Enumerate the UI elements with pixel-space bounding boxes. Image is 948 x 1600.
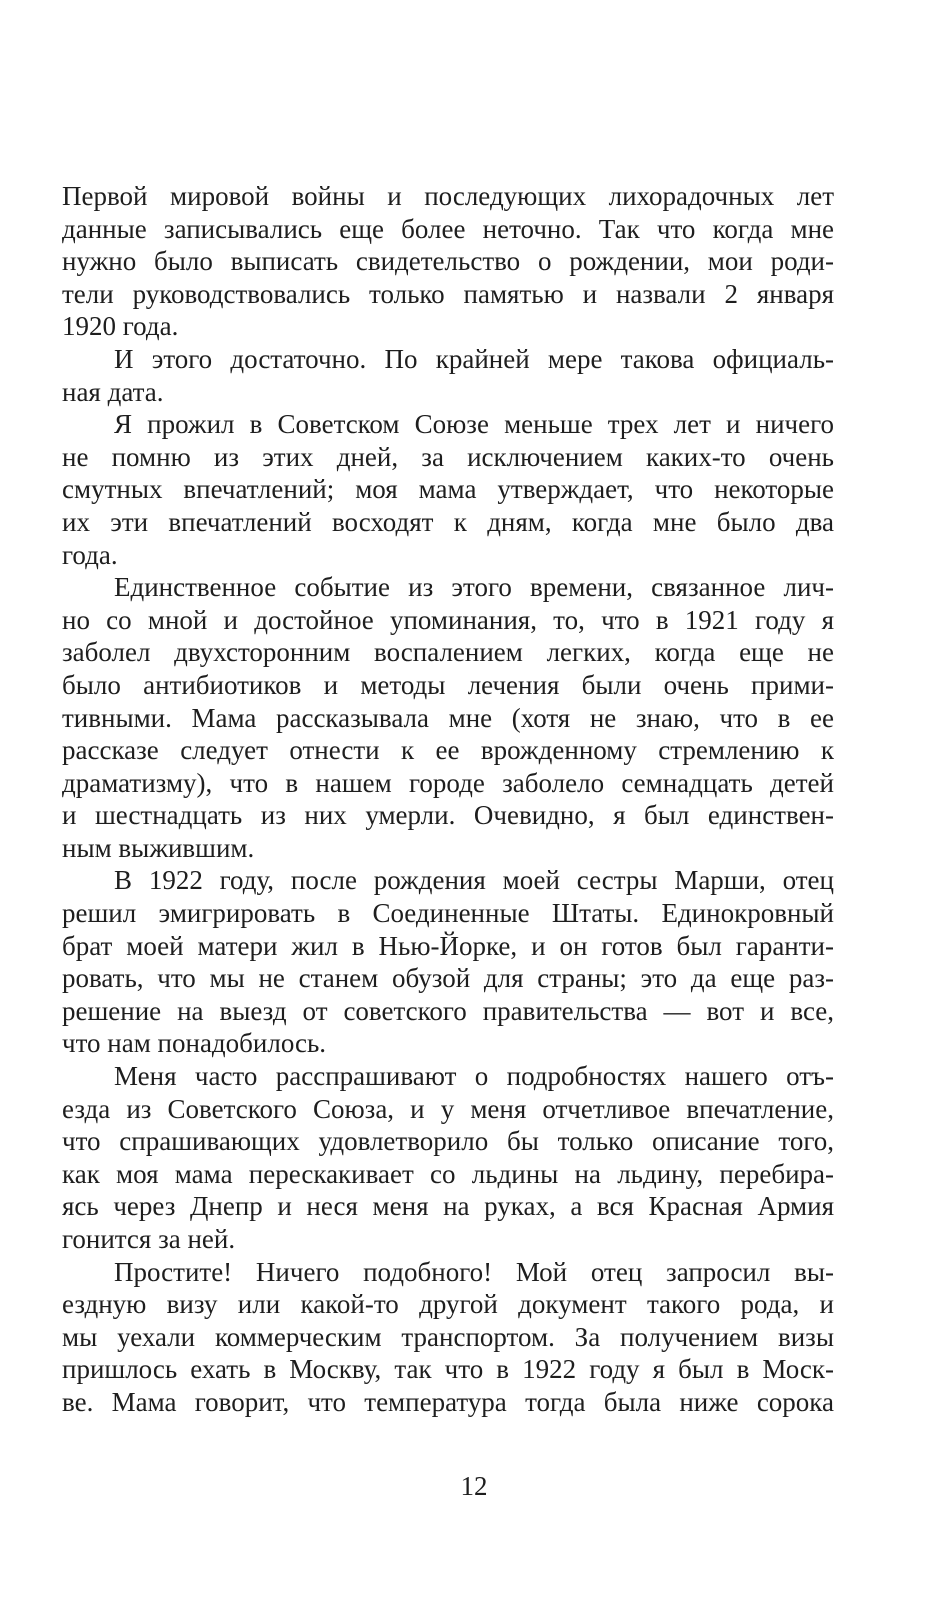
text-line: Я прожил в Советском Союзе меньше трех лет и ничего [114, 409, 834, 440]
paragraph [62, 180, 834, 343]
text-line: тели руководствовались только памятью и назвали 2 января [62, 278, 834, 309]
paragraph [62, 343, 834, 408]
text-line: брат моей матери жил в Нью-Йорке, и он готов был гаранти- [62, 930, 834, 961]
body-text [62, 180, 834, 1419]
text-line: И этого достаточно. По крайней мере такова официаль- [114, 343, 834, 374]
text-line: Меня часто расспрашивают о подробностях нашего отъ- [114, 1061, 834, 1092]
text-line: и шестнадцать из них умерли. Очевидно, я был единствен- [62, 800, 834, 831]
paragraph [62, 1060, 834, 1256]
text-line: гонится за ней. [62, 1224, 236, 1254]
text-line: тивными. Мама рассказывала мне (хотя не знаю, что в ее [62, 702, 834, 733]
text-line: В 1922 году, после рождения моей сестры Марши, отец [114, 865, 834, 896]
text-line: рассказе следует отнести к ее врожденному стремлению к [62, 735, 834, 766]
text-line: решил эмигрировать в Соединенные Штаты. Единокровный [62, 898, 834, 929]
text-line: заболел двухсторонним воспалением легких, когда еще не [62, 637, 834, 668]
paragraph [62, 1256, 834, 1419]
text-line: Простите! Ничего подобного! Мой отец запросил вы- [114, 1256, 834, 1287]
text-line: года. [62, 539, 118, 570]
page-number: 12 [460, 1471, 488, 1501]
text-line: мы уехали коммерческим транспортом. За получением визы [62, 1321, 834, 1352]
text-line: ным выжившим. [62, 832, 255, 863]
text-line: данные записывались еще более неточно. Так что когда мне [62, 213, 834, 244]
text-line: ве. Мама говорит, что температура тогда была ниже сорока [62, 1386, 834, 1417]
text-line: ровать, что мы не станем обузой для страны; это да еще раз- [62, 963, 834, 994]
text-line: Первой мировой войны и последующих лихорадочных лет [62, 181, 834, 211]
text-line: как моя мама перескакивает со льдины на льдину, перебира- [62, 1158, 834, 1189]
paragraph [62, 408, 834, 571]
text-line: решение на выезд от советского правительства — вот и все, [62, 995, 834, 1026]
paragraph [62, 864, 834, 1060]
text-line: драматизму), что в нашем городе заболело семнадцать детей [62, 767, 834, 798]
paragraph [62, 571, 834, 864]
text-line: было антибиотиков и методы лечения были очень прими- [62, 669, 834, 700]
text-line: но со мной и достойное упоминания, то, что в 1921 году я [62, 604, 834, 635]
text-line: не помню из этих дней, за исключением каких-то очень [62, 441, 834, 472]
text-line: ясь через Днепр и неся меня на руках, а вся Красная Армия [62, 1191, 834, 1222]
text-line: их эти впечатлений восходят к дням, когда мне было два [62, 506, 834, 537]
text-line: нужно было выписать свидетельство о рождении, мои роди- [62, 246, 834, 277]
text-line: пришлось ехать в Москву, так что в 1922 году я был в Моск- [62, 1354, 834, 1385]
text-line: ездную визу или какой-то другой документ такого рода, и [62, 1289, 834, 1320]
text-line: Единственное событие из этого времени, связанное лич- [114, 572, 834, 603]
text-line: что нам понадобилось. [62, 1028, 327, 1059]
text-line: смутных впечатлений; моя мама утверждает, что некоторые [62, 474, 834, 505]
text-line: езда из Советского Союза, и у меня отчетливое впечатление, [62, 1093, 834, 1124]
text-line: ная дата. [62, 376, 164, 407]
text-line: что спрашивающих удовлетворило бы только описание того, [62, 1126, 834, 1157]
text-line: 1920 года. [62, 311, 179, 342]
